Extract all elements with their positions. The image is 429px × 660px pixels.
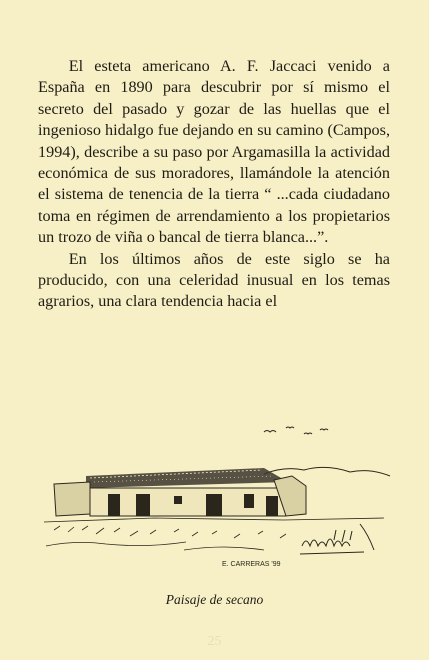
farmhouse [54,468,306,516]
paragraph-1: El esteta americano A. F. Jaccaci venido a España en 1890 para descubrir por sí mismo el secreto del pasado y gozar de las huellas que el ingenioso hidalgo fue dejando en su camino (Campos, 1994), describe a su paso por Argamasilla la actividad económica de sus moradores, llamándole la atención el sistema de tenencia de la tierra “ ...cada ciudadano toma en régimen de arrendamiento a los propietarios un trozo de viña o bancal de tierra blanca...”. [38,57,390,247]
body-text [38,56,390,313]
paragraph-2: En los últimos años de este siglo se ha producido, con una celeridad inusual en los temas agrarios, una clara tendencia hacia el [38,249,390,311]
figure-caption: Paisaje de secano [165,592,264,607]
artist-signature: E. CARRERAS '99 [222,561,281,568]
landscape-sketch [34,414,394,584]
page-number: 25 [207,634,222,649]
horizon-hills [264,467,390,476]
ground-hatching [44,518,384,550]
birds [264,427,328,434]
bushes [300,524,374,554]
